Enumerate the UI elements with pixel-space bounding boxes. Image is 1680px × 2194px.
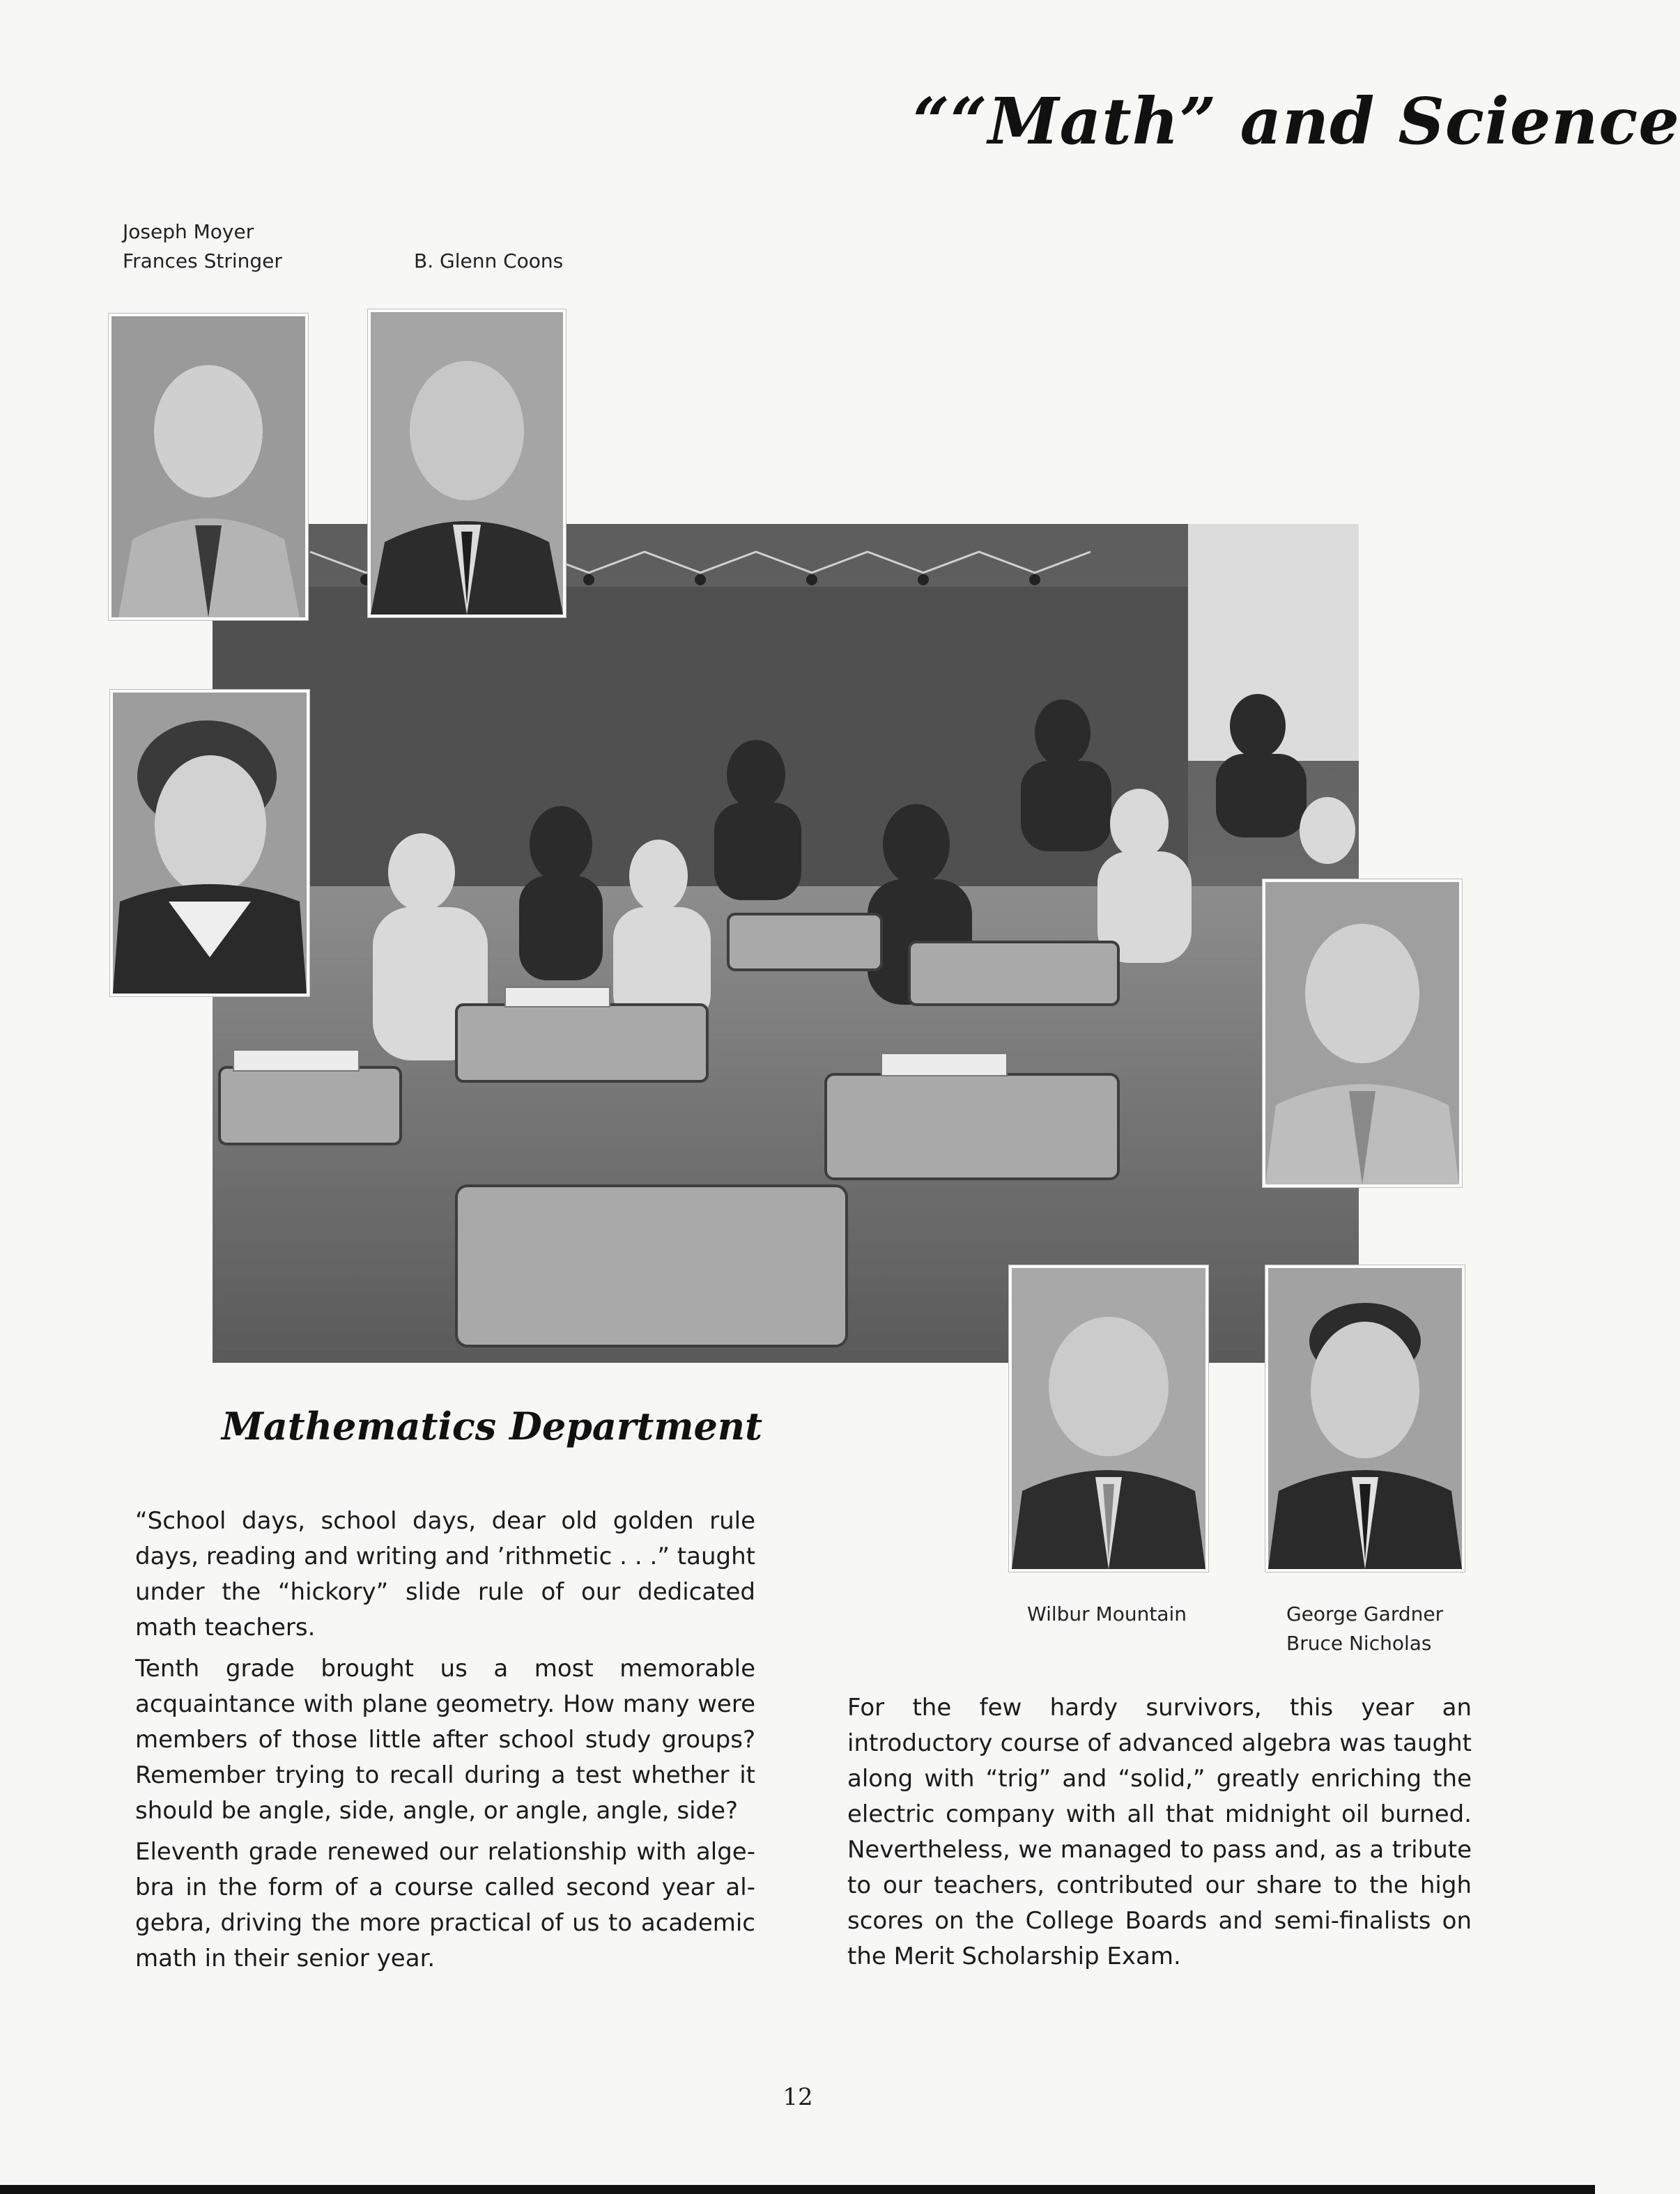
portrait-wilbur-mountain	[1009, 1265, 1208, 1572]
portrait-b-glenn-coons	[368, 309, 566, 617]
portrait-bruce-nicholas	[1265, 1265, 1465, 1572]
caption-bottom-right	[1286, 1600, 1443, 1658]
paragraph-4: For the few hardy survivors, this year an introductory course of advanced algebra was taught along with “trig” and “solid,” greatly enriching the electric company with all that midnight oil burned. Nevertheless, we managed to pass and, as a tribute to our teachers, contributed our share to the high scores on the College Boards and semi-finalists on the Merit Scholarship Exam.	[847, 1694, 1472, 1970]
caption-name-b-glenn-coons: B. Glenn Coons	[414, 249, 564, 272]
portrait-joseph-moyer	[109, 314, 308, 620]
section-heading: Mathematics Department	[222, 1404, 763, 1448]
caption-name-wilbur-mountain: Wilbur Mountain	[1027, 1602, 1187, 1625]
paragraph-3: Eleventh grade renewed our relationship with algebra in the form of a course called second year algebra, driving the more practical of us to academic math in their senior year.	[135, 1838, 755, 1972]
body-right-column	[847, 1690, 1472, 1975]
bottom-rule	[0, 2185, 1595, 2194]
caption-name-bruce-nicholas: Bruce Nicholas	[1286, 1632, 1432, 1655]
portrait-george-gardner	[1263, 879, 1462, 1187]
body-left-column	[135, 1504, 755, 1977]
caption-top-left	[123, 217, 282, 276]
caption-name-joseph-moyer: Joseph Moyer	[123, 220, 254, 243]
paragraph-1: “School days, school days, dear old golden rule days, reading and writing and ’rithmetic . . .” taught under the “hickory” slide rule of our dedicated math teachers.	[135, 1507, 755, 1641]
paragraph-2: Tenth grade brought us a most memorable acquaintance with plane geometry. How many were members of those little after school study groups? Remember trying to recall during a test whether it should be angle, side, angle, or angle, angle, side?	[135, 1655, 755, 1825]
classroom-photo	[213, 524, 1359, 1363]
page-title: ““Math” and Science	[913, 84, 1680, 159]
page-number: 12	[783, 2083, 813, 2111]
caption-name-george-gardner: George Gardner	[1286, 1602, 1444, 1625]
caption-name-frances-stringer: Frances Stringer	[123, 249, 282, 272]
portrait-frances-stringer	[110, 690, 309, 996]
